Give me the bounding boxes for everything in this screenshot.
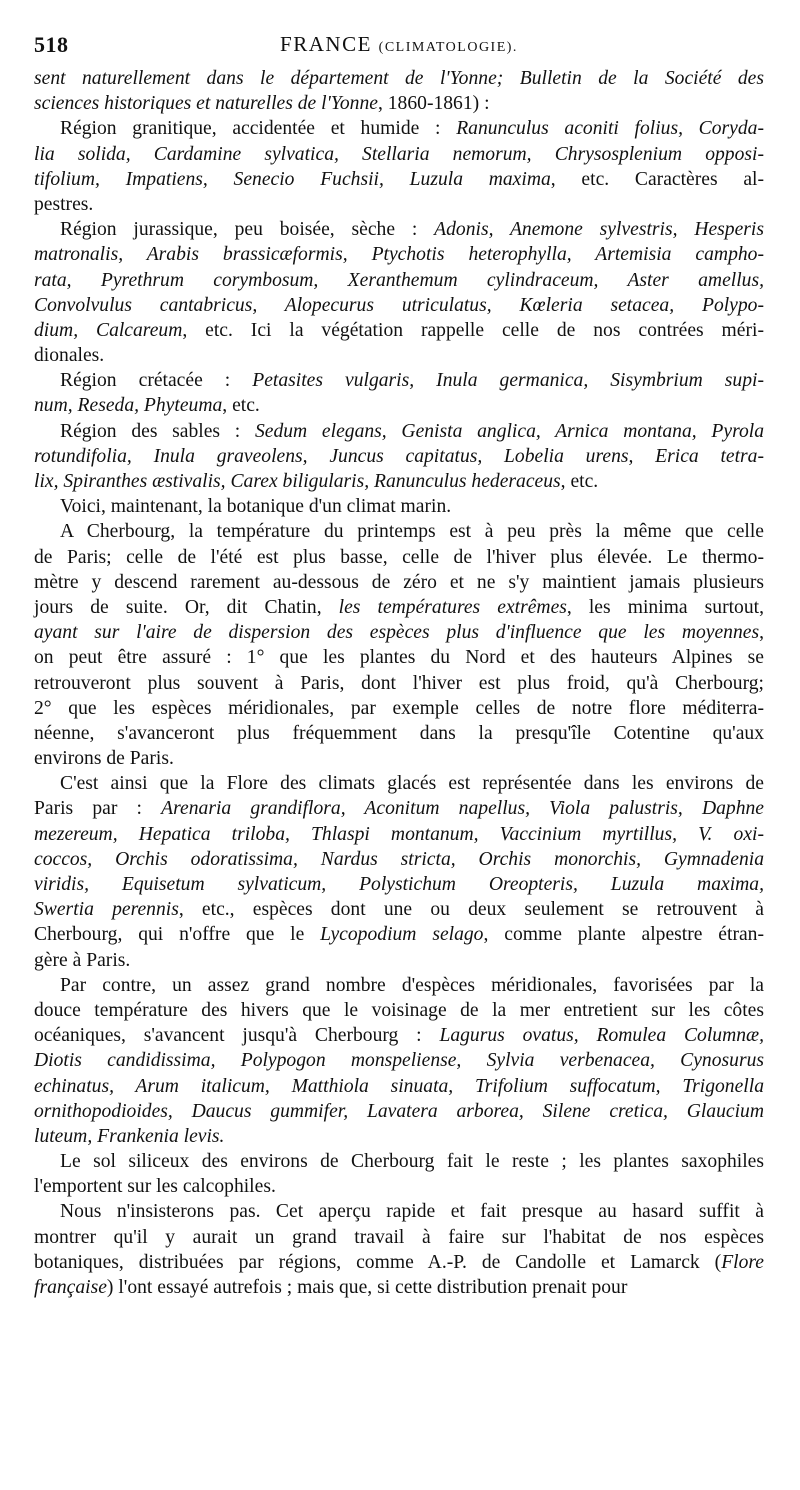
text-line [34,268,764,293]
paragraph [34,1149,764,1199]
text-line [34,1124,764,1149]
text-line [34,1275,764,1300]
text-line [34,469,764,494]
italic-segment: viridis, Equisetum sylvaticum, Polystichum Oreopteris, Luzula maxima, [34,874,764,895]
paragraph [34,494,764,519]
text-segment: , etc. Caractères al- [550,168,765,190]
italic-segment: lia solida, Cardamine sylvatica, Stellaria nemorum, Chrysosplenium opposi- [34,143,764,165]
text-line [34,1250,764,1275]
italic-segment: Lycopodium selago [320,924,484,946]
text-line [34,746,764,771]
italic-segment: Ranunculus aconiti folius, Coryda- [456,118,764,140]
text-segment: environs de Paris. [34,748,174,770]
text-segment: Région des sables : [60,420,255,442]
text-segment: A Cherbourg, la température du printemps est à peu près la même que celle [60,521,764,543]
text-line [34,494,764,519]
text-line [34,444,764,469]
text-line [34,721,764,746]
text-line [34,419,764,444]
text-line [34,771,764,796]
text-segment: , etc. [222,395,260,417]
paragraph [34,419,764,495]
text-segment: Paris par : [34,798,162,820]
text-segment: on peut être assuré : 1° que les plantes du Nord et des hauteurs Alpines se [34,647,764,669]
text-segment: douce température des hivers que le voisinage de la mer entretient sur les côtes [34,999,764,1021]
text-line [34,696,764,721]
text-segment: , comme plante alpestre étran- [483,924,764,946]
italic-segment: Lagurus ovatus, Romulea Columnæ, [439,1025,764,1047]
text-segment: Le sol siliceux des environs de Cherbourg fait le reste ; les plantes saxophiles [60,1151,764,1173]
text-line [34,217,764,242]
text-line [34,393,764,418]
text-line [34,1099,764,1124]
text-line [34,167,764,192]
text-line [34,116,764,141]
paragraph [34,66,764,116]
text-line [34,1225,764,1250]
italic-segment: Petasites vulgaris, Inula germanica, Sisymbrium supi- [252,370,764,392]
paragraph [34,771,764,973]
text-line [34,66,764,91]
text-segment: botaniques, distribuées par régions, comme A.-P. de Candolle et Lamarck ( [34,1251,722,1273]
text-segment: jours de suite. Or, dit Chatin, [34,596,339,618]
text-line [34,922,764,947]
text-segment: pestres. [34,193,94,215]
text-line [34,595,764,620]
text-segment: Cherbourg, qui n'offre que le [34,924,321,946]
text-line [34,519,764,544]
italic-segment: lix, Spiranthes æstivalis, Carex biligularis, Ranunculus hederaceus [34,471,561,492]
italic-segment: num, Reseda, Phyteuma [34,395,223,417]
page-header [34,32,764,58]
italic-segment: luteum, Frankenia levis. [34,1125,225,1147]
text-line [34,645,764,670]
text-line [34,620,764,645]
paragraph [34,116,764,217]
text-segment: , les minima surtout, [566,596,764,618]
italic-segment: française [34,1277,107,1298]
text-segment: Région crétacée : [60,370,253,392]
text-segment: Par contre, un assez grand nombre d'espèces méridionales, favorisées par la [60,974,764,996]
page-body [34,66,764,1300]
italic-segment: matronalis, Arabis brassicæformis, Ptychotis heterophylla, Artemisia campho- [34,244,764,266]
running-head-subtitle: (CLIMATOLOGIE). [378,40,518,55]
text-line [34,545,764,570]
text-segment: , [759,622,764,644]
text-line [34,1199,764,1224]
text-segment: l'emportent sur les calcophiles. [34,1176,276,1198]
text-line [34,293,764,318]
paragraph [34,973,764,1149]
text-segment: , 1860-1861) : [377,93,490,115]
italic-segment: rata, Pyrethrum corymbosum, Xeranthemum cylindraceum, Aster amellus, [34,269,764,291]
italic-segment: dium, Calcareum [34,319,183,341]
paragraph [34,519,764,771]
text-line [34,847,764,872]
text-line [34,671,764,696]
text-segment: Nous n'insisterons pas. Cet aperçu rapide et fait presque au hasard suffit à [60,1201,764,1223]
text-segment: , etc. [560,471,599,492]
running-head [34,32,764,57]
running-head-title: FRANCE [280,32,372,56]
text-line [34,242,764,267]
italic-segment: mezereum, Hepatica triloba, Thlaspi montanum, Vaccinium myrtillus, V. oxi- [34,823,764,845]
text-line [34,142,764,167]
italic-segment: echinatus, Arum italicum, Matthiola sinuata, Trifolium suffocatum, Trigonella [34,1075,764,1097]
text-line [34,192,764,217]
italic-segment: Swertia perennis [34,899,179,921]
text-segment: Région jurassique, peu boisée, sèche : [60,219,435,241]
text-segment: Voici, maintenant, la botanique d'un climat marin. [60,496,452,518]
text-line [34,796,764,821]
italic-segment: sciences historiques et naturelles de l'Yonne [34,93,378,115]
italic-segment: Convolvulus cantabricus, Alopecurus utriculatus, Kœleria setacea, Polypo- [34,294,764,316]
text-line [34,1023,764,1048]
italic-segment: les températures extrêmes [338,596,567,618]
text-line [34,1048,764,1073]
text-segment: retrouveront plus souvent à Paris, dont l'hiver est plus froid, qu'à Cherbourg; [34,672,764,694]
italic-segment: ornithopodioides, Daucus gummifer, Lavatera arborea, Silene cretica, Glaucium [34,1100,764,1122]
text-segment: mètre y descend rarement au-dessous de zéro et ne s'y maintient jamais plusieurs [34,571,764,593]
italic-segment: coccos, Orchis odoratissima, Nardus stricta, Orchis monorchis, Gymnadenia [34,848,764,870]
text-segment: de Paris; celle de l'été est plus basse, celle de l'hiver plus élevée. Le thermo- [34,546,764,568]
italic-segment: tifolium, Impatiens, Senecio Fuchsii, Luzula maxima [34,168,551,190]
text-segment: C'est ainsi que la Flore des climats glacés est représentée dans les environs de [60,773,764,795]
text-segment: dionales. [34,345,105,367]
text-segment: Région granitique, accidentée et humide : [60,118,457,140]
text-line [34,1074,764,1099]
text-segment: , etc., espèces dont une ou deux seulement se retrouvent à [178,899,764,921]
text-line [34,822,764,847]
text-line [34,998,764,1023]
text-line [34,1174,764,1199]
italic-segment: Diotis candidissima, Polypogon monspeliense, Sylvia verbenacea, Cynosurus [34,1050,764,1072]
text-line [34,91,764,116]
text-segment: montrer qu'il y aurait un grand travail à faire sur l'habitat de nos espèces [34,1226,764,1248]
text-line [34,973,764,998]
text-line [34,570,764,595]
text-segment: néenne, s'avanceront plus fréquemment dans la presqu'île Cotentine qu'aux [34,722,764,744]
paragraph [34,368,764,418]
text-line [34,343,764,368]
italic-segment: ayant sur l'aire de dispersion des espèces plus d'influence que les moyennes [34,622,760,644]
italic-segment: Adonis, Anemone sylvestris, Hesperis [434,219,764,241]
italic-segment: Flore [721,1251,764,1273]
text-segment: ) l'ont essayé autrefois ; mais que, si cette distribution prenait pour [106,1277,628,1298]
text-segment: gère à Paris. [34,949,131,971]
italic-segment: Arenaria grandiflora, Aconitum napellus, Viola palustris, Daphne [161,798,764,820]
italic-segment: Sedum elegans, Genista anglica, Arnica montana, Pyrola [254,420,765,442]
text-line [34,318,764,343]
page-number: 518 [34,32,69,57]
italic-segment: sent naturellement dans le département de l'Yonne; Bulletin de la Société des [34,68,764,89]
text-segment: , etc. Ici la végétation rappelle celle de nos contrées méri- [182,319,764,341]
text-line [34,872,764,897]
text-line [34,368,764,393]
text-segment: océaniques, s'avancent jusqu'à Cherbourg : [34,1025,440,1047]
paragraph [34,1199,764,1300]
text-line [34,897,764,922]
paragraph [34,217,764,368]
italic-segment: rotundifolia, Inula graveolens, Juncus capitatus, Lobelia urens, Erica tetra- [34,445,764,467]
text-line [34,1149,764,1174]
text-line [34,948,764,973]
text-segment: 2° que les espèces méridionales, par exemple celles de notre flore méditerra- [34,697,764,719]
